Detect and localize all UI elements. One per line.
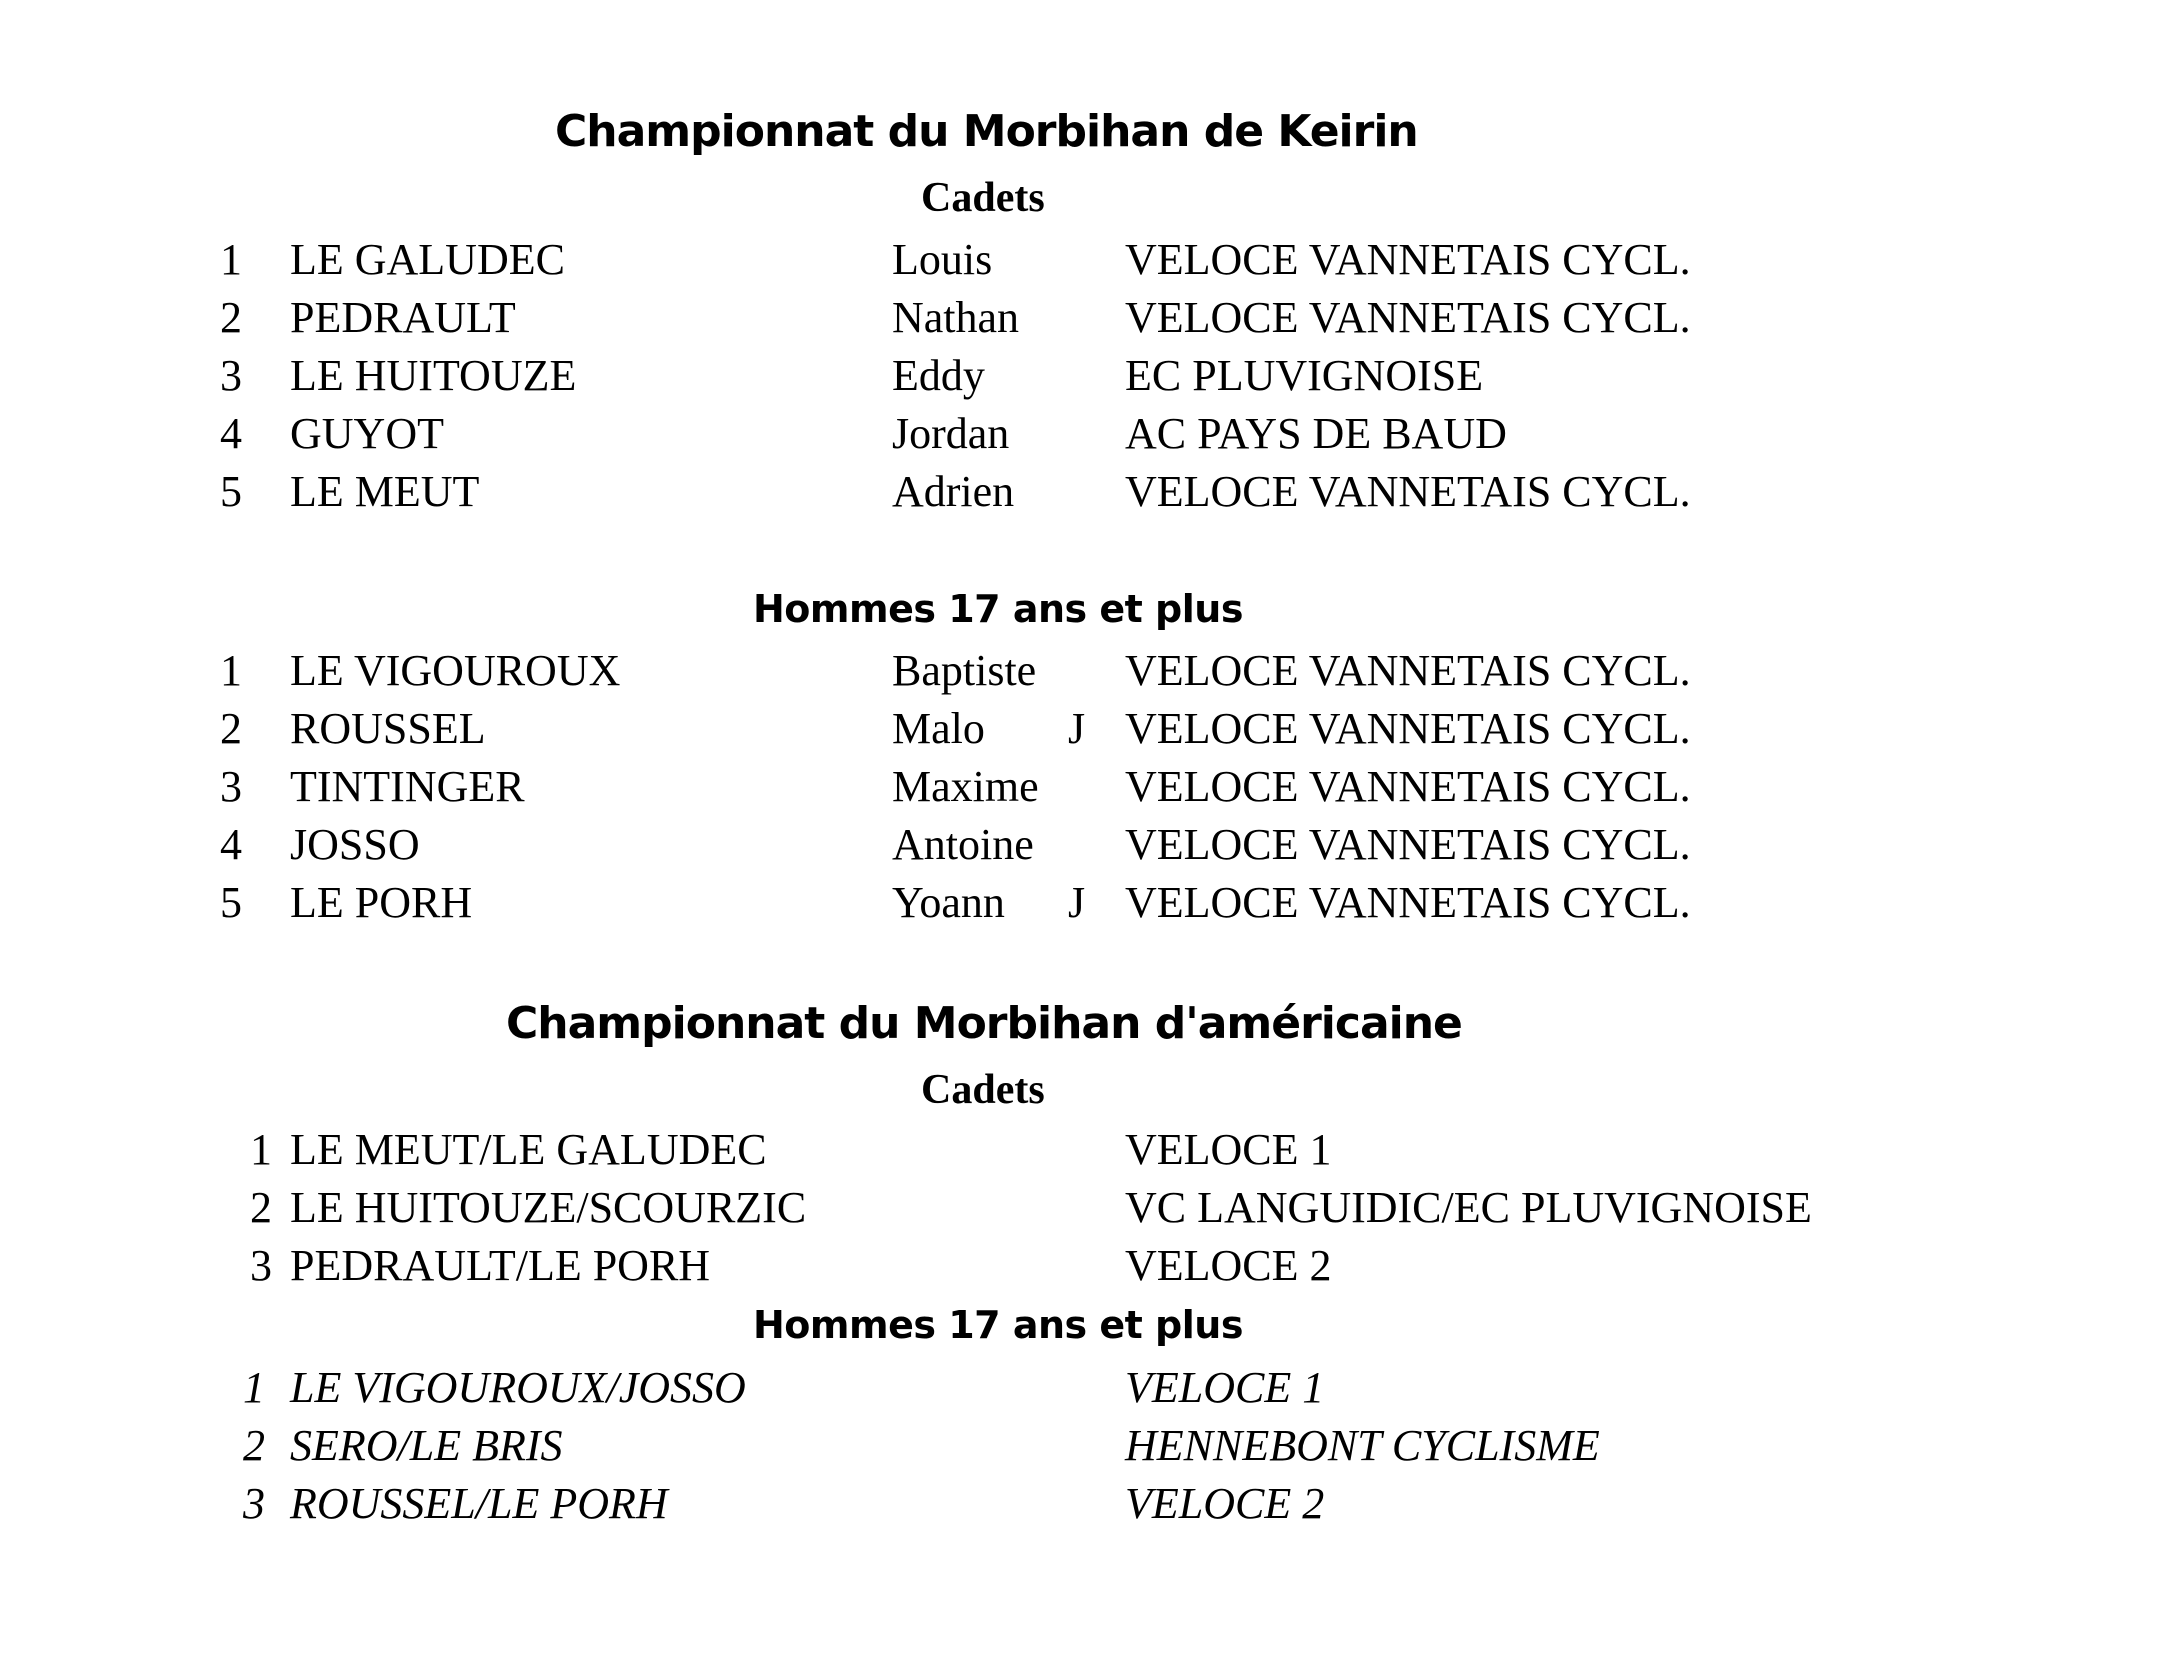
rank: 2: [243, 1421, 265, 1470]
junior-flag: J: [1068, 704, 1086, 753]
team-names: SERO/LE BRIS: [290, 1421, 563, 1470]
last-name: TINTINGER: [290, 762, 525, 811]
club: VC LANGUIDIC/EC PLUVIGNOISE: [1125, 1183, 1812, 1232]
club: VELOCE 1: [1125, 1125, 1332, 1174]
rank: 1: [220, 235, 242, 284]
team-names: ROUSSEL/LE PORH: [290, 1479, 668, 1528]
first-name: Nathan: [892, 293, 1020, 342]
rank: 5: [220, 467, 242, 516]
rank: 3: [220, 762, 242, 811]
rank: 4: [220, 820, 242, 869]
rank: 2: [220, 293, 242, 342]
first-name: Maxime: [892, 762, 1039, 811]
rank: 2: [250, 1183, 272, 1232]
last-name: LE MEUT: [290, 467, 480, 516]
rank: 3: [220, 351, 242, 400]
club: EC PLUVIGNOISE: [1125, 351, 1484, 400]
last-name: ROUSSEL: [290, 704, 486, 753]
club: VELOCE 2: [1125, 1479, 1325, 1528]
first-name: Yoann: [892, 878, 1005, 927]
first-name: Louis: [892, 235, 993, 284]
team-names: LE MEUT/LE GALUDEC: [290, 1125, 767, 1174]
americaine-hommes-heading: Hommes 17 ans et plus: [753, 1303, 1243, 1347]
club: VELOCE VANNETAIS CYCL.: [1125, 467, 1691, 516]
last-name: LE PORH: [290, 878, 473, 927]
junior-flag: J: [1068, 878, 1086, 927]
club: VELOCE VANNETAIS CYCL.: [1125, 235, 1691, 284]
rank: 1: [243, 1363, 265, 1412]
club: VELOCE VANNETAIS CYCL.: [1125, 646, 1691, 695]
first-name: Jordan: [892, 409, 1010, 458]
club: AC PAYS DE BAUD: [1125, 409, 1507, 458]
club: VELOCE VANNETAIS CYCL.: [1125, 704, 1691, 753]
rank: 3: [243, 1479, 265, 1528]
team-names: PEDRAULT/LE PORH: [290, 1241, 711, 1290]
last-name: GUYOT: [290, 409, 444, 458]
club: VELOCE 1: [1125, 1363, 1325, 1412]
club: VELOCE VANNETAIS CYCL.: [1125, 820, 1691, 869]
rank: 4: [220, 409, 242, 458]
rank: 3: [250, 1241, 272, 1290]
americaine-title: Championnat du Morbihan d'américaine: [506, 998, 1462, 1049]
last-name: LE GALUDEC: [290, 235, 565, 284]
americaine-cadets-heading: Cadets: [921, 1067, 1045, 1113]
rank: 1: [250, 1125, 272, 1174]
keirin-hommes-heading: Hommes 17 ans et plus: [753, 587, 1243, 631]
rank: 2: [220, 704, 242, 753]
rank: 5: [220, 878, 242, 927]
club: VELOCE VANNETAIS CYCL.: [1125, 762, 1691, 811]
rank: 1: [220, 646, 242, 695]
last-name: LE HUITOUZE: [290, 351, 577, 400]
club: VELOCE 2: [1125, 1241, 1332, 1290]
last-name: LE VIGOUROUX: [290, 646, 621, 695]
first-name: Adrien: [892, 467, 1015, 516]
first-name: Antoine: [892, 820, 1034, 869]
last-name: PEDRAULT: [290, 293, 516, 342]
team-names: LE VIGOUROUX/JOSSO: [290, 1363, 746, 1412]
club: VELOCE VANNETAIS CYCL.: [1125, 878, 1691, 927]
keirin-title: Championnat du Morbihan de Keirin: [555, 106, 1418, 157]
first-name: Malo: [892, 704, 985, 753]
team-names: LE HUITOUZE/SCOURZIC: [290, 1183, 807, 1232]
club: VELOCE VANNETAIS CYCL.: [1125, 293, 1691, 342]
club: HENNEBONT CYCLISME: [1125, 1421, 1600, 1470]
first-name: Eddy: [892, 351, 985, 400]
last-name: JOSSO: [290, 820, 420, 869]
keirin-cadets-heading: Cadets: [921, 175, 1045, 221]
first-name: Baptiste: [892, 646, 1037, 695]
